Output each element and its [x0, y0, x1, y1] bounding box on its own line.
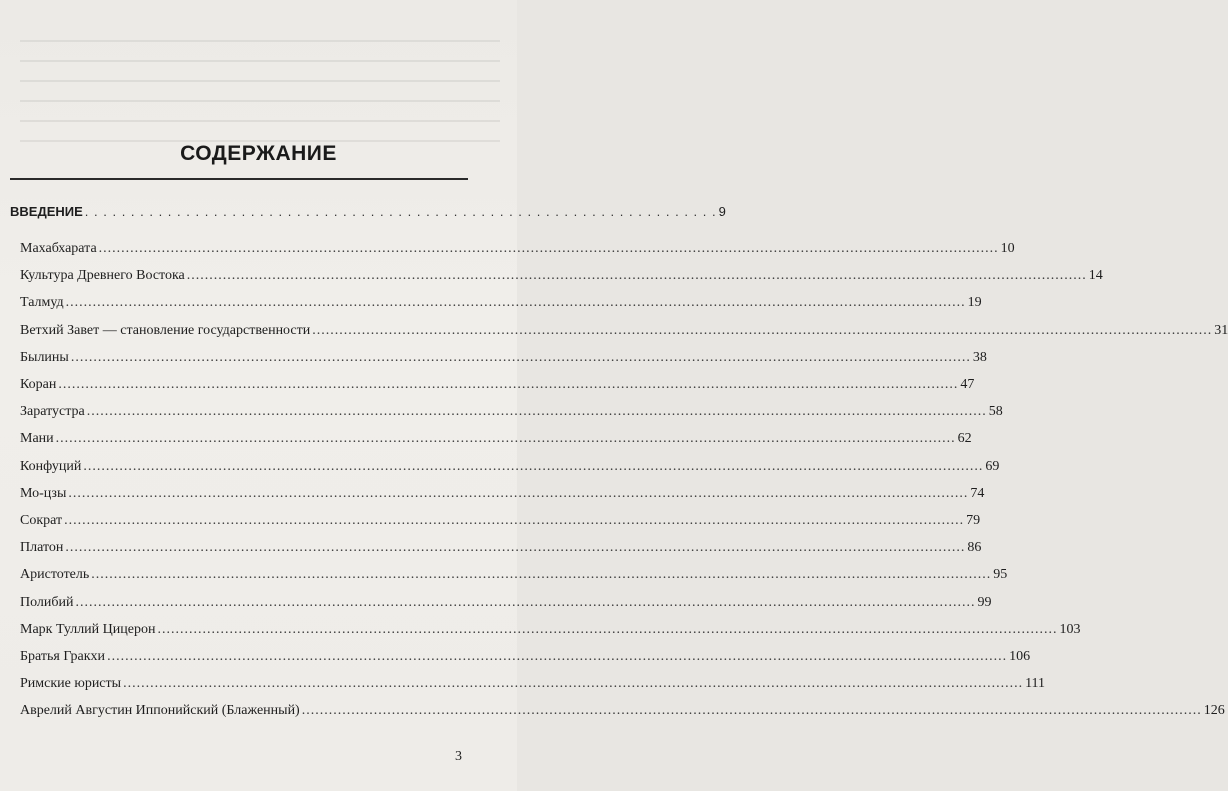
- toc-entry-title: Культура Древнего Востока: [20, 268, 185, 284]
- toc-entry: [20, 295, 982, 313]
- leader-dots: ........................................................................................................................................................................................................: [83, 458, 984, 474]
- toc-entry-page: 95: [993, 567, 1008, 583]
- toc-entry-page: 99: [977, 594, 992, 610]
- toc-entry: [20, 485, 985, 504]
- leader-dots: ........................................................................................................................................................................................................: [70, 349, 971, 365]
- toc-entry: [20, 676, 1046, 694]
- toc-entry-page: 62: [957, 431, 972, 447]
- toc-entry-title: ВВЕДЕНИЕ: [10, 204, 83, 219]
- toc-entry: [20, 540, 982, 558]
- toc-entry: [20, 377, 975, 395]
- toc-entry: [20, 703, 1225, 721]
- leader-dots: . . . . . . . . . . . . . . . . . . . . . . . . . . . . . . . . . . . . . . . . . . . . . . . . . . . . . . . . . . . . . . . . . . . . .: [84, 204, 717, 219]
- toc-entry: [20, 241, 1015, 259]
- leader-dots: ........................................................................................................................................................................................................: [86, 404, 987, 420]
- leader-dots: ........................................................................................................................................................................................................: [65, 295, 966, 311]
- toc-entry: [20, 458, 1000, 477]
- toc-entry-title: Римские юристы: [20, 676, 122, 692]
- toc-entry-page: 126: [1203, 703, 1225, 719]
- toc-entry-introduction: [10, 204, 726, 222]
- page-number: 3: [455, 749, 462, 764]
- toc-entry-title: Махабхарата: [20, 241, 97, 256]
- toc-entry-page: 58: [988, 404, 1003, 420]
- title-divider: [10, 178, 468, 180]
- toc-entry-title: Ветхий Завет — становление государственности: [20, 322, 311, 338]
- toc-entry: [20, 404, 1003, 422]
- toc-entry: [20, 268, 1103, 286]
- toc-entry-page: 9: [718, 204, 726, 219]
- toc-entry-page: 19: [967, 295, 982, 311]
- toc-entry-page: 74: [970, 485, 985, 501]
- toc-entry: [20, 349, 987, 368]
- toc-entry-title: Марк Туллий Цицерон: [20, 621, 156, 637]
- toc-entry-page: 47: [960, 377, 975, 392]
- toc-entry-title: Заратустра: [20, 404, 85, 420]
- toc-entry-title: Братья Гракхи: [20, 649, 106, 664]
- leader-dots: ........................................................................................................................................................................................................: [157, 621, 1058, 637]
- toc-entry-title: Аврелий Августин Иппонийский (Блаженный): [20, 703, 300, 719]
- toc-entry-title: Талмуд: [20, 295, 64, 311]
- leader-dots: ........................................................................................................................................................................................................: [91, 567, 992, 583]
- toc-entry-title: Мани: [20, 431, 54, 447]
- show-through-text: [20, 40, 500, 190]
- leader-dots: ........................................................................................................................................................................................................: [64, 513, 965, 528]
- leader-dots: ........................................................................................................................................................................................................: [58, 377, 959, 392]
- leader-dots: ........................................................................................................................................................................................................: [68, 485, 969, 501]
- leader-dots: ........................................................................................................................................................................................................: [123, 676, 1024, 692]
- leader-dots: ........................................................................................................................................................................................................: [107, 649, 1008, 664]
- toc-entry-title: Полибий: [20, 594, 74, 610]
- toc-entry-page: 86: [967, 540, 982, 556]
- toc-entry-title: Коран: [20, 377, 57, 392]
- leader-dots: ........................................................................................................................................................................................................: [312, 322, 1213, 338]
- toc-entry-page: 103: [1059, 621, 1081, 637]
- toc-entry-page: 10: [1000, 241, 1015, 256]
- page-title: СОДЕРЖАНИЕ: [180, 142, 337, 165]
- toc-entry: [20, 594, 992, 613]
- toc-entry-page: 38: [972, 349, 987, 365]
- toc-entry-title: Мо-цзы: [20, 485, 67, 501]
- leader-dots: ........................................................................................................................................................................................................: [65, 540, 966, 556]
- toc-entry-page: 14: [1088, 268, 1103, 284]
- toc-entry-page: 79: [966, 513, 981, 528]
- leader-dots: ........................................................................................................................................................................................................: [75, 594, 976, 610]
- toc-entry: [20, 322, 1228, 341]
- toc-entry-title: Аристотель: [20, 567, 90, 583]
- toc-entry-page: 31: [1214, 322, 1228, 338]
- toc-entry-page: 111: [1025, 676, 1046, 692]
- leader-dots: ........................................................................................................................................................................................................: [186, 268, 1087, 284]
- leader-dots: ........................................................................................................................................................................................................: [55, 431, 956, 447]
- leader-dots: ........................................................................................................................................................................................................: [301, 703, 1202, 719]
- toc-entry-page: 106: [1009, 649, 1031, 664]
- toc-entry: [20, 513, 981, 531]
- toc-entry-title: Былины: [20, 349, 69, 365]
- toc-entry-title: Платон: [20, 540, 64, 556]
- toc-entry-title: Сократ: [20, 513, 63, 528]
- toc-entry: [20, 649, 1031, 667]
- toc-entry: [20, 431, 972, 449]
- toc-entry-page: 69: [985, 458, 1000, 474]
- toc-entry: [20, 567, 1008, 585]
- toc-entry: [20, 621, 1081, 640]
- leader-dots: ........................................................................................................................................................................................................: [98, 241, 999, 256]
- toc-entry-title: Конфуций: [20, 458, 82, 474]
